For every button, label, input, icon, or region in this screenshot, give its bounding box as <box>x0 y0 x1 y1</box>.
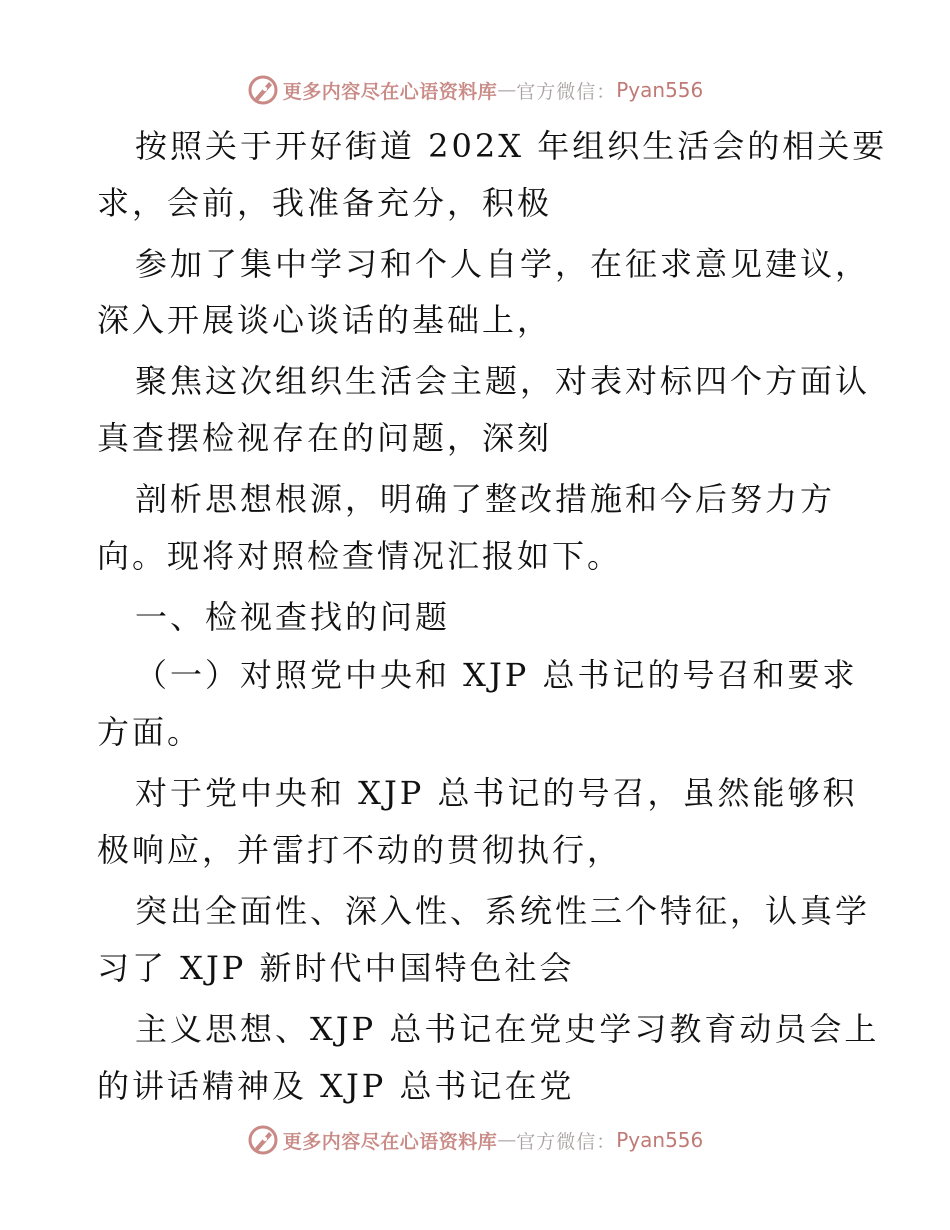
paragraph-line: 参加了集中学习和个人自学，在征求意见建议， <box>135 245 871 283</box>
paragraph-line: 对于党中央和 XJP 总书记的号召，虽然能够积 <box>135 774 858 812</box>
subsection-heading: （一）对照党中央和 XJP 总书记的号召和要求 <box>135 656 858 694</box>
watermark-separator: — <box>497 1129 517 1151</box>
watermark-main-text: 更多内容尽在心语资料库 <box>282 1130 498 1153</box>
watermark-header <box>0 70 950 110</box>
paragraph-line: 方面。 <box>97 713 203 751</box>
pen-logo-icon <box>247 1124 279 1156</box>
paragraph-line: 聚焦这次组织生活会主题，对表对标四个方面认 <box>135 362 871 400</box>
watermark-main-text: 更多内容尽在心语资料库 <box>282 80 498 103</box>
watermark-wechat-id: Pyan556 <box>616 78 704 102</box>
watermark-separator: — <box>497 79 517 101</box>
watermark-official-label: 官方微信： <box>516 1130 617 1153</box>
paragraph-line: 极响应，并雷打不动的贯彻执行， <box>97 831 623 869</box>
pen-logo-icon <box>247 74 279 106</box>
paragraph-line: 习了 XJP 新时代中国特色社会 <box>97 949 575 987</box>
paragraph-line: 求，会前，我准备充分，积极 <box>97 184 553 222</box>
watermark-footer <box>0 1120 950 1160</box>
watermark-official-label: 官方微信： <box>516 80 617 103</box>
paragraph-line: 剖析思想根源，明确了整改措施和今后努力方 <box>135 480 836 518</box>
paragraph-line: 主义思想、XJP 总书记在党史学习教育动员会上 <box>135 1010 880 1048</box>
paragraph-line: 按照关于开好街道 202X 年组织生活会的相关要 <box>135 127 888 165</box>
paragraph-line: 真查摆检视存在的问题，深刻 <box>97 419 553 457</box>
paragraph-line: 的讲话精神及 XJP 总书记在党 <box>97 1067 575 1105</box>
watermark-wechat-id: Pyan556 <box>616 1128 704 1152</box>
paragraph-line: 深入开展谈心谈话的基础上， <box>97 301 553 339</box>
paragraph-line: 突出全面性、深入性、系统性三个特征，认真学 <box>135 892 871 930</box>
section-heading: 一、检视查找的问题 <box>135 598 451 636</box>
paragraph-line: 向。现将对照检查情况汇报如下。 <box>97 537 623 575</box>
